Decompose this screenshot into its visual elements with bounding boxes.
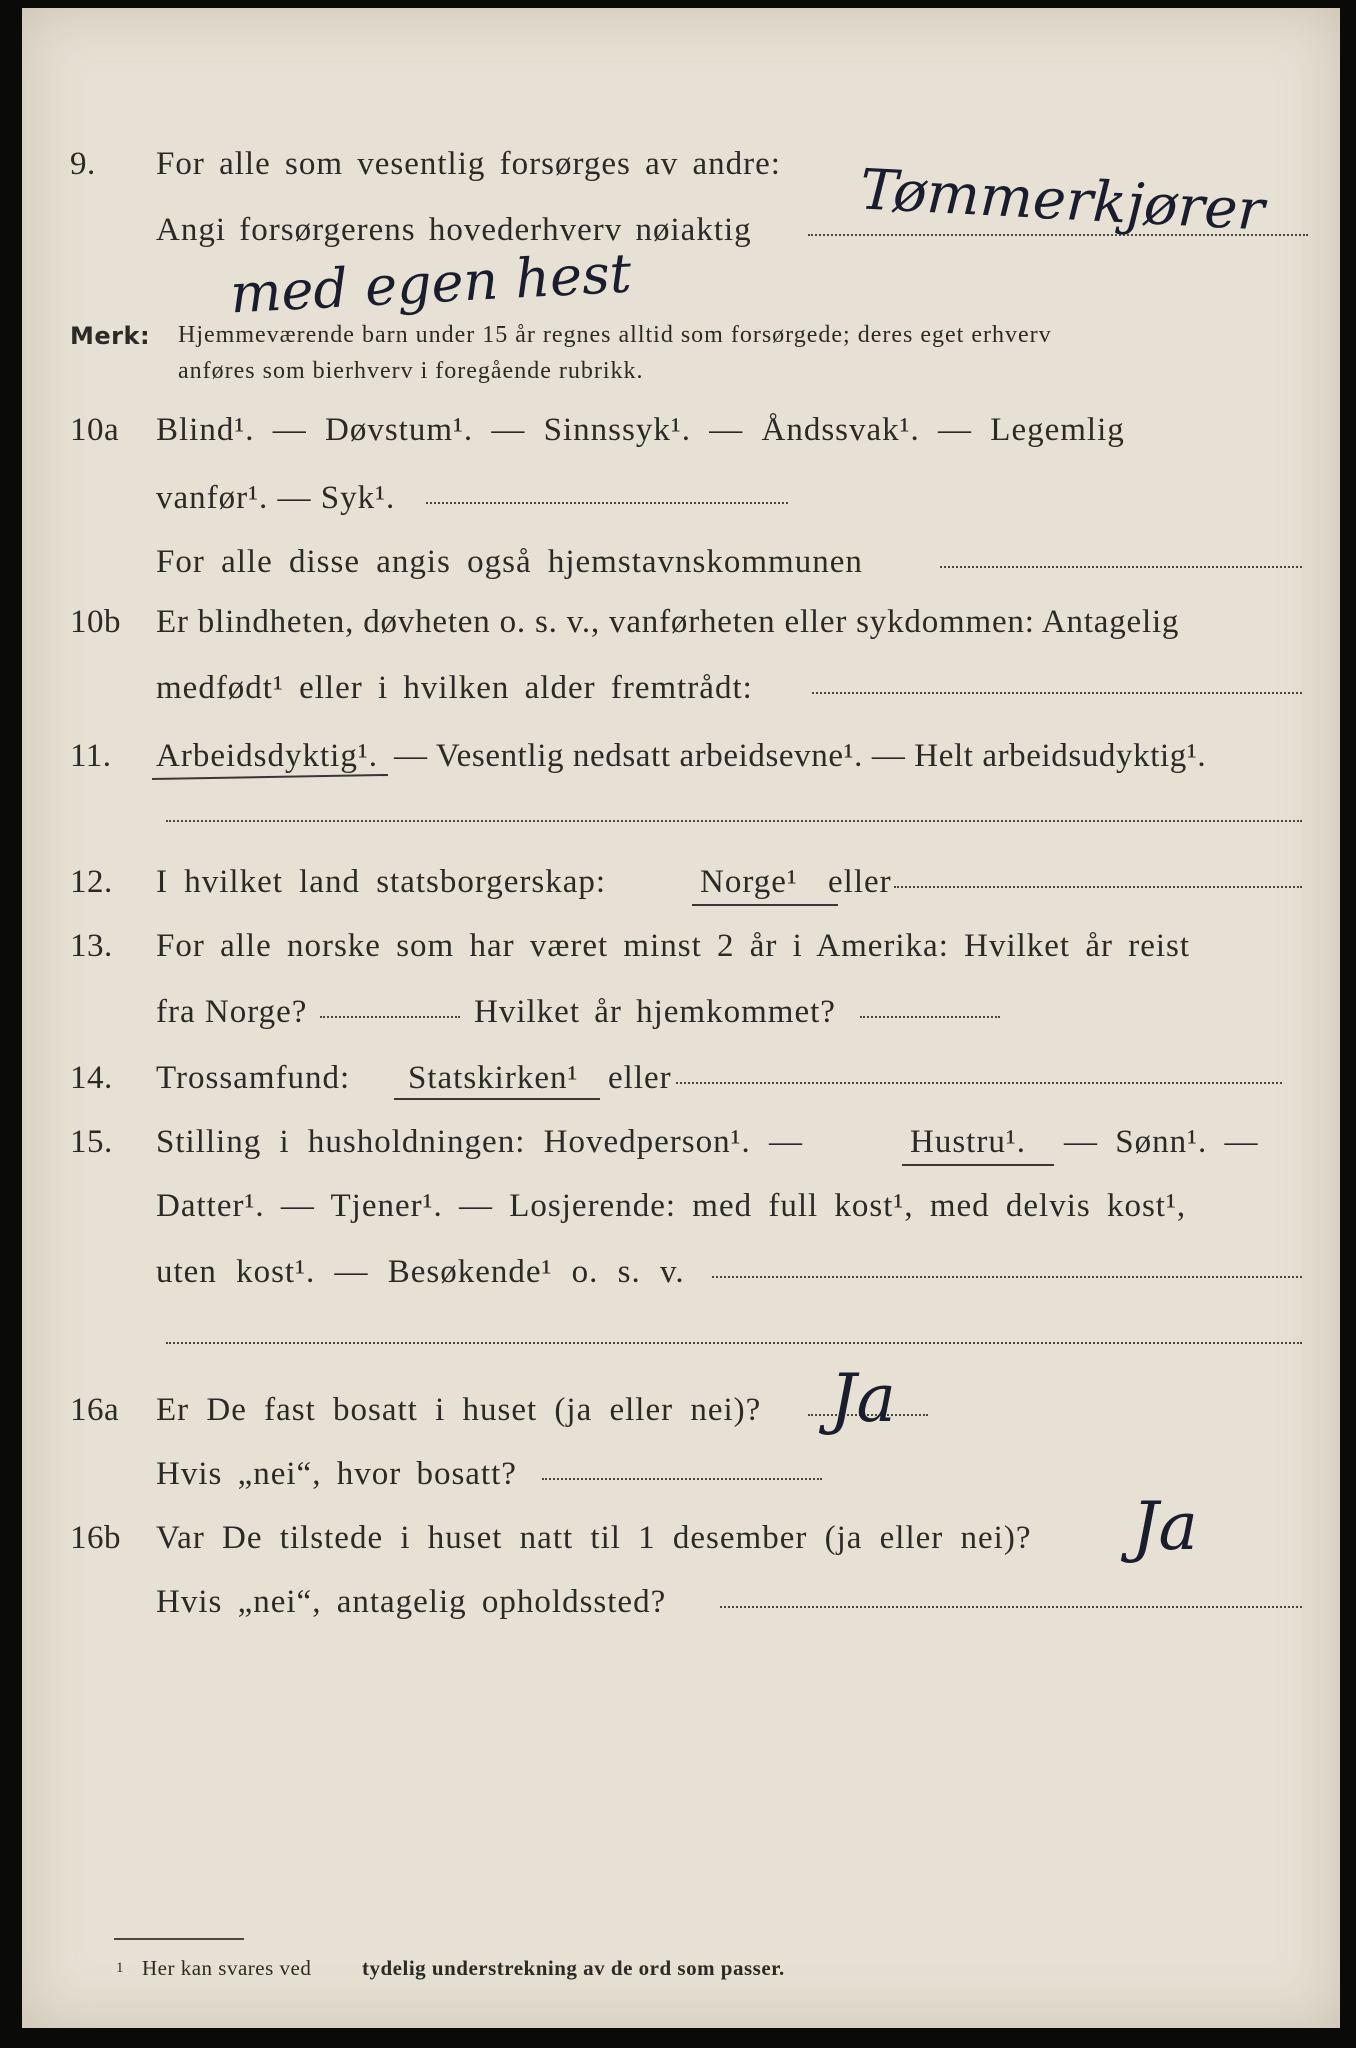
q15-option-hustru: Hustru¹. xyxy=(910,1124,1026,1160)
q13-line2a: fra Norge? xyxy=(156,994,308,1030)
q16b-line2: Hvis „nei“, antagelig opholdssted? xyxy=(156,1584,667,1620)
q10a-kommune-line xyxy=(940,566,1302,568)
q15-line2: Datter¹. — Tjener¹. — Losjerende: med full kost¹, med delvis kost¹, xyxy=(156,1188,1187,1224)
q16a-line1: Er De fast bosatt i huset (ja eller nei)? xyxy=(156,1392,762,1428)
q10a-line2: vanfør¹. — Syk¹. xyxy=(156,480,396,516)
q10b-line2: medfødt¹ eller i hvilken alder fremtrådt: xyxy=(156,670,753,706)
q13-line1: For alle norske som har været minst 2 år i Amerika: Hvilket år reist xyxy=(156,928,1191,964)
q10b-line1: Er blindheten, døvheten o. s. v., vanførheten eller sykdommen: Antagelig xyxy=(156,604,1180,640)
q10a-answer-line xyxy=(426,502,788,504)
footnote-mark: 1 xyxy=(116,1960,124,1976)
q9-handwritten-answer2: med egen hest xyxy=(228,241,633,326)
q15-extra-line xyxy=(166,1342,1302,1344)
q16b-line1: Var De tilstede i huset natt til 1 desember (ja eller nei)? xyxy=(156,1520,1032,1556)
q11-option-arbeidsdyktig: Arbeidsdyktig¹. xyxy=(156,738,378,774)
q13-hjemkommet-line xyxy=(860,1016,1000,1018)
q12-option-norge: Norge¹ xyxy=(700,864,798,900)
q16a-number: 16a xyxy=(70,1392,120,1428)
q12-eller: eller xyxy=(828,864,892,900)
q14-answer-line xyxy=(676,1082,1282,1084)
q10b-number: 10b xyxy=(70,604,121,640)
q16b-opholdssted-line xyxy=(720,1606,1302,1608)
footnote-text: Her kan svares ved xyxy=(142,1956,312,1980)
q14-underline-mark xyxy=(394,1098,600,1100)
q16a-handwritten-answer: Ja xyxy=(830,1360,896,1437)
q9-number: 9. xyxy=(70,146,96,182)
q16a-bosatt-line xyxy=(542,1478,822,1480)
q13-number: 13. xyxy=(70,928,113,964)
q15-line3: uten kost¹. — Besøkende¹ o. s. v. xyxy=(156,1254,685,1290)
q15-answer-line xyxy=(712,1276,1302,1278)
q14-text: Trossamfund: xyxy=(156,1060,351,1096)
q10a-line1: Blind¹. — Døvstum¹. — Sinnssyk¹. — Åndssvak¹. — Legemlig xyxy=(156,412,1125,448)
q12-answer-line xyxy=(894,886,1302,888)
q11-rest: — Vesentlig nedsatt arbeidsevne¹. — Helt arbeidsudyktig¹. xyxy=(394,738,1207,774)
q14-eller: eller xyxy=(608,1060,672,1096)
q9-handwritten-answer1: Tømmerkjører xyxy=(858,157,1266,244)
q11-answer-line xyxy=(166,820,1302,822)
q11-number: 11. xyxy=(70,738,112,774)
footnote-bold: tydelig understrekning av de ord som passer. xyxy=(362,1956,785,1980)
merk-line1: Hjemmeværende barn under 15 år regnes alltid som forsørgede; deres eget erhverv xyxy=(178,322,1052,348)
q16b-handwritten-answer: Ja xyxy=(1132,1488,1198,1565)
q10a-line3: For alle disse angis også hjemstavnskommunen xyxy=(156,544,863,580)
q13-reist-line xyxy=(320,1016,460,1018)
q16b-number: 16b xyxy=(70,1520,121,1556)
q10a-number: 10a xyxy=(70,412,120,448)
q14-option-statskirken: Statskirken¹ xyxy=(408,1060,579,1096)
q15-line1a: Stilling i husholdningen: Hovedperson¹. — xyxy=(156,1124,803,1160)
q16a-line2: Hvis „nei“, hvor bosatt? xyxy=(156,1456,517,1492)
merk-label: Merk: xyxy=(70,322,151,350)
q12-underline-mark xyxy=(692,904,838,906)
q10b-answer-line xyxy=(812,692,1302,694)
merk-line2: anføres som bierhverv i foregående rubrikk. xyxy=(178,358,644,384)
q15-number: 15. xyxy=(70,1124,113,1160)
q15-line1b: — Sønn¹. — xyxy=(1064,1124,1259,1160)
q12-text: I hvilket land statsborgerskap: xyxy=(156,864,607,900)
q14-number: 14. xyxy=(70,1060,113,1096)
q15-underline-mark xyxy=(902,1164,1054,1166)
census-form-page xyxy=(22,8,1340,2028)
q9-line1: For alle som vesentlig forsørges av andre: xyxy=(156,146,781,182)
q13-line2b: Hvilket år hjemkommet? xyxy=(474,994,836,1030)
q9-line2: Angi forsørgerens hovederhverv nøiaktig xyxy=(156,212,752,248)
footnote-rule xyxy=(114,1938,244,1940)
q12-number: 12. xyxy=(70,864,113,900)
